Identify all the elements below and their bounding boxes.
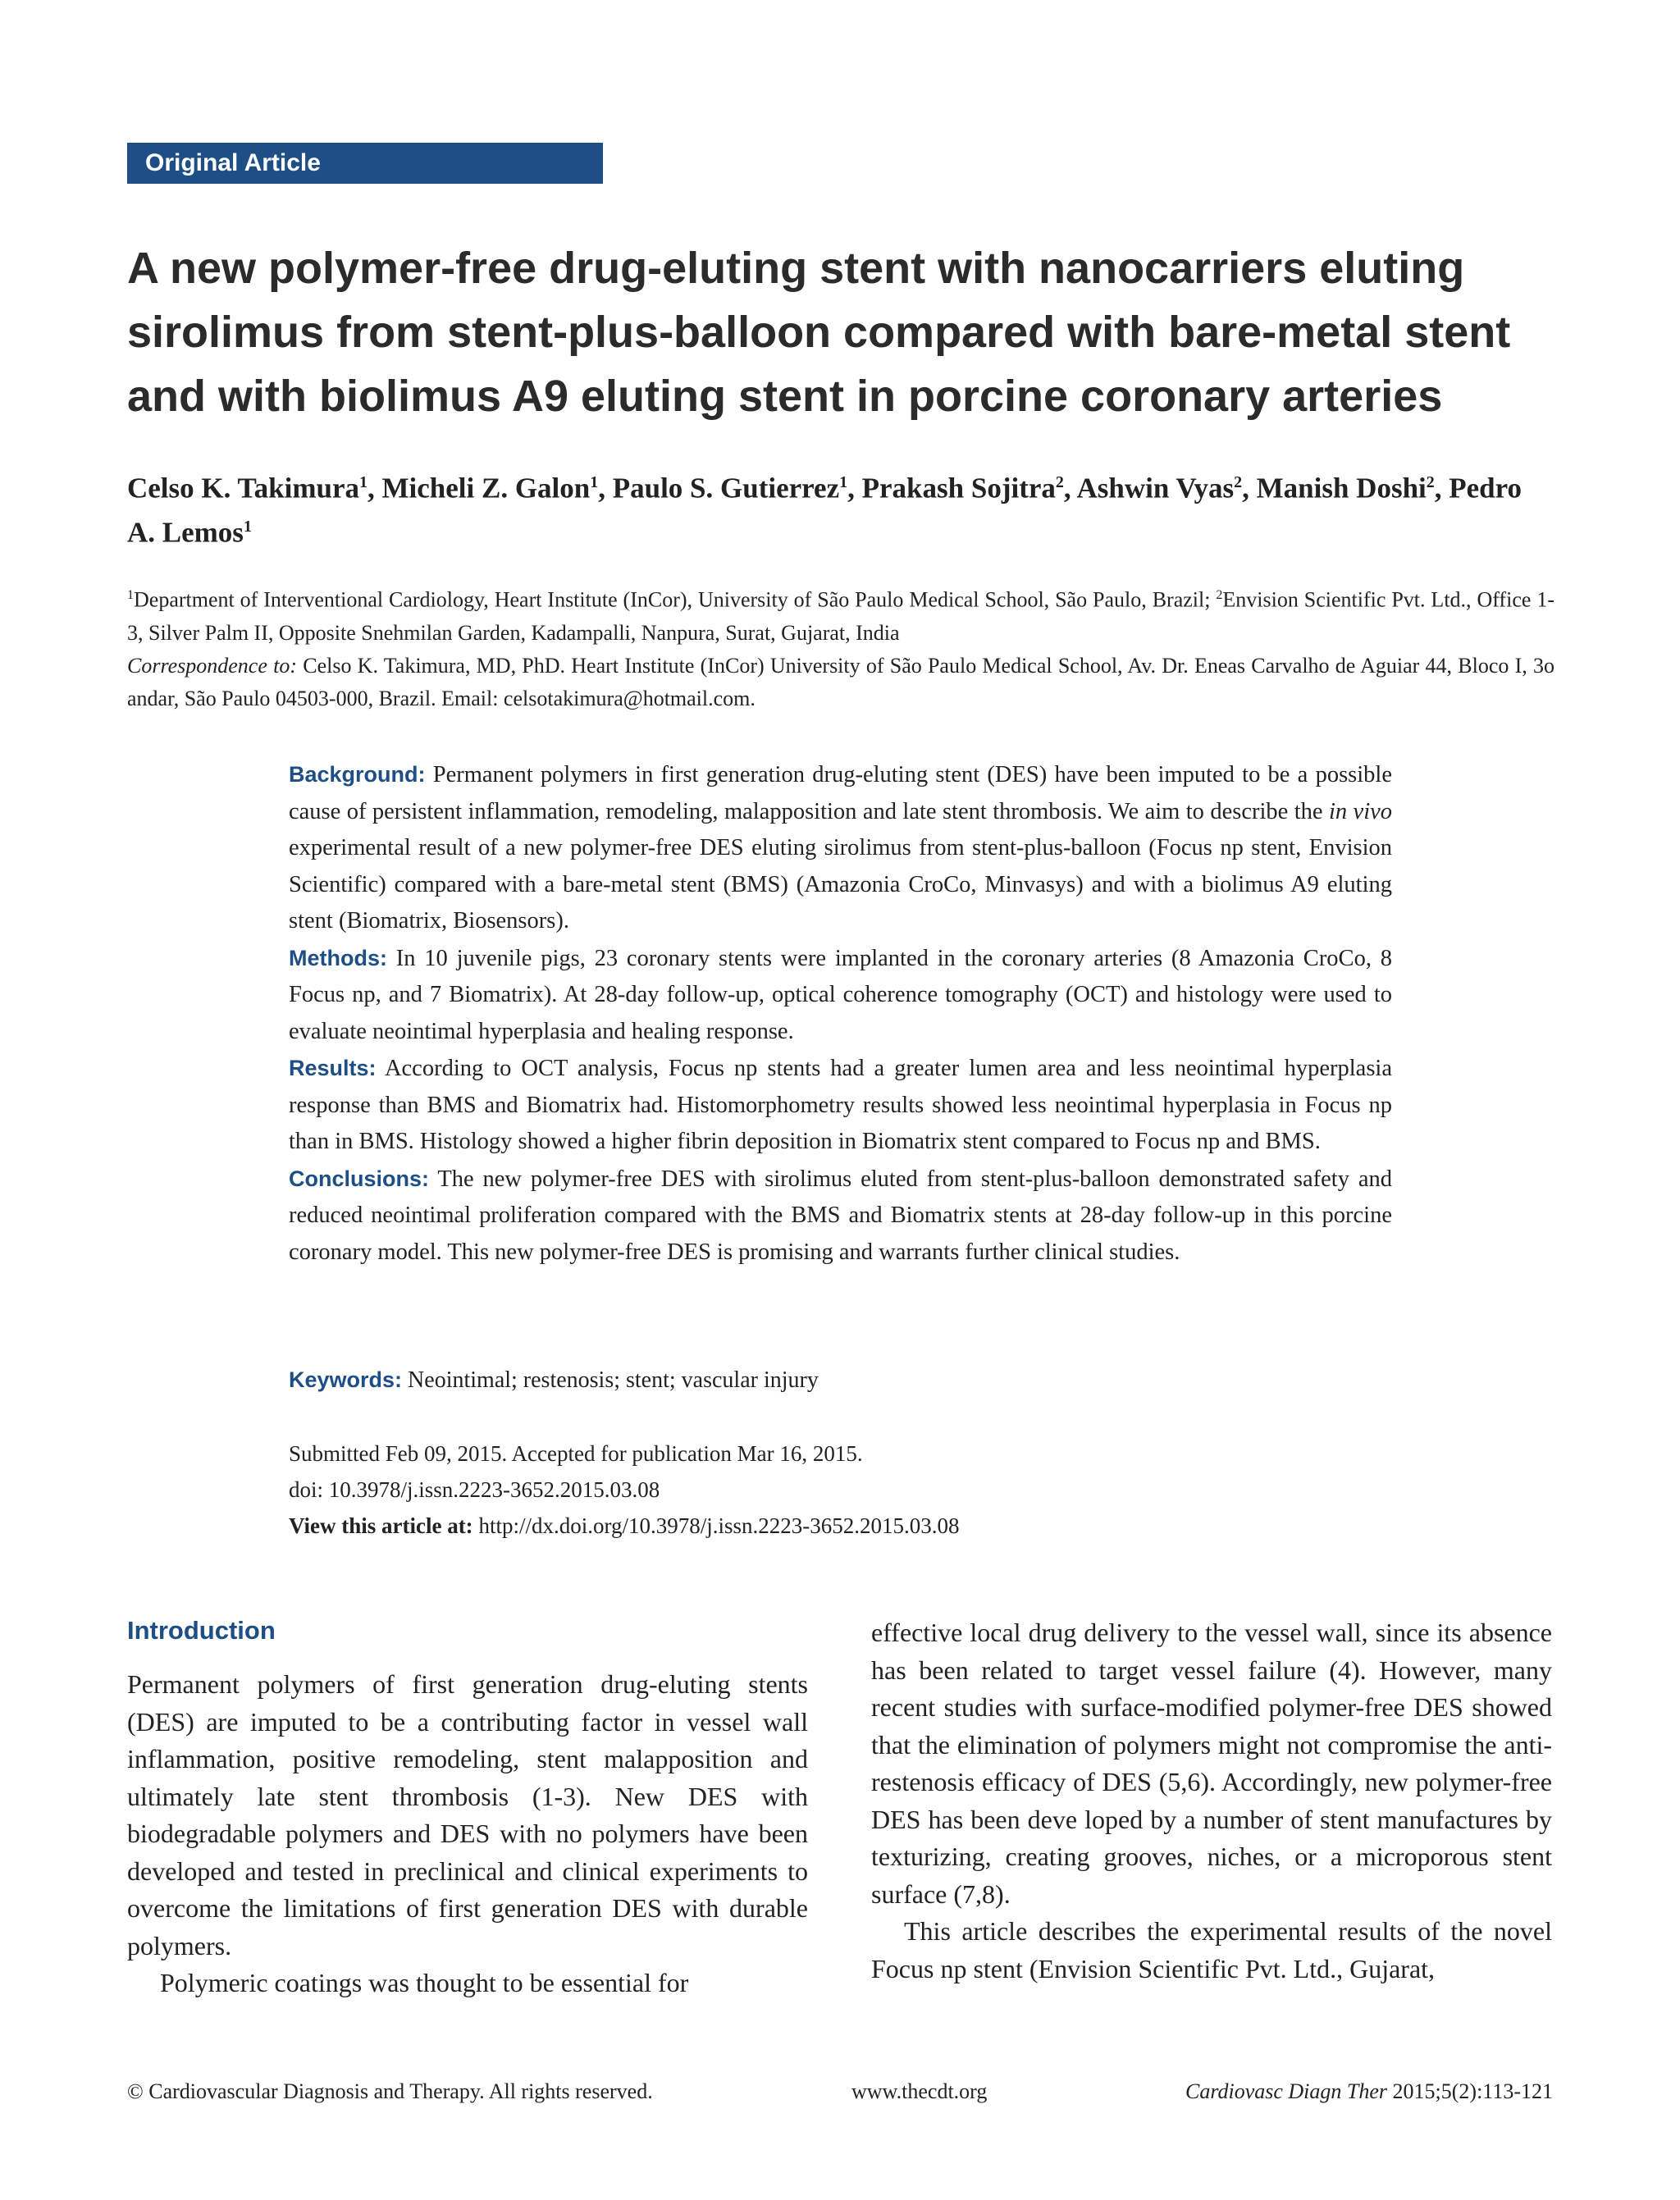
keywords-text: Neointimal; restenosis; stent; vascular injury: [402, 1367, 819, 1393]
abstract-text: The new polymer-free DES with sirolimus eluted from stent-plus-balloon demonstrated safety and reduced neointimal proliferation compared with the BMS and Biomatrix stents at 28-day follow-up in this porcine coronary model. This new polymer-free DES is promising and warrants further clinical studies.: [289, 1166, 1392, 1265]
abstract-label: Results:: [289, 1056, 377, 1080]
body-column-right: [871, 1614, 1552, 1988]
body-paragraph: Polymeric coatings was thought to be essential for: [160, 1968, 689, 1997]
author-name: Paulo S. Gutierrez: [612, 472, 840, 504]
body-paragraph: effective local drug delivery to the vessel wall, since its absence has been related to target vessel failure (4). However, many recent studies with surface-modified polymer-free DES showed that the elimination of polymers might not compromise the anti-restenosis efficacy of DES (5,6). Accordingly, new polymer-free DES has been deve loped by a number of stent manufactures by texturizing, creating grooves, niches, or a microporous stent surface (7,8).: [871, 1618, 1552, 1909]
author-separator: ,: [598, 472, 613, 504]
footer-website-link[interactable]: www.thecdt.org: [851, 2079, 988, 2103]
author-separator: ,: [847, 472, 862, 504]
author-separator: ,: [367, 472, 382, 504]
author-affiliation-mark: 1: [590, 473, 599, 491]
article-url-link[interactable]: http://dx.doi.org/10.3978/j.issn.2223-3652.2015.03.08: [472, 1513, 960, 1538]
submission-dates: Submitted Feb 09, 2015. Accepted for publication Mar 16, 2015.: [289, 1441, 863, 1466]
article-meta: [289, 1435, 1392, 1544]
author-affiliation-mark: 2: [1426, 473, 1435, 491]
author-name: Celso K. Takimura: [127, 472, 359, 504]
abstract-methods: [289, 940, 1392, 1051]
abstract-background: [289, 756, 1392, 940]
title-line: sirolimus from stent-plus-balloon compared with bare-metal stent: [127, 308, 1511, 357]
author-affiliation-mark: 2: [1055, 473, 1064, 491]
article-title: [127, 236, 1571, 428]
author-affiliation-mark: 1: [243, 517, 252, 536]
introduction-heading: Introduction: [127, 1616, 276, 1645]
affiliation-mark: 1: [127, 588, 134, 602]
view-article-line: [289, 1508, 1392, 1544]
doi: doi: 10.3978/j.issn.2223-3652.2015.03.08: [289, 1477, 660, 1502]
footer-citation: [1185, 2075, 1553, 2108]
abstract-text: In 10 juvenile pigs, 23 coronary stents were implanted in the coronary arteries (8 Amazonia CroCo, 8 Focus np, and 7 Biomatrix). At 28-day follow-up, optical coherence tomography (OCT) and histology were used to evaluate neointimal hyperplasia and healing response.: [289, 945, 1392, 1044]
journal-name: Cardiovasc Diagn Ther: [1185, 2079, 1388, 2103]
section-label: Original Article: [127, 143, 603, 184]
keywords-label: Keywords:: [289, 1367, 403, 1392]
abstract-italic-text: in vivo: [1328, 798, 1393, 824]
author-name: Prakash Sojitra: [861, 472, 1056, 504]
citation-text: 2015;5(2):113-121: [1387, 2079, 1553, 2103]
abstract-label: Background:: [289, 762, 426, 787]
author-name: Pedro A. Lemos: [127, 472, 1522, 549]
author-affiliation-mark: 1: [839, 473, 848, 491]
view-article-label: View this article at:: [289, 1513, 473, 1538]
author-separator: ,: [1434, 472, 1449, 504]
title-line: A new polymer-free drug-eluting stent with nanocarriers eluting: [127, 244, 1465, 293]
affiliation-text: Department of Interventional Cardiology, Heart Institute (InCor), University of São Paulo Medical School, São Paulo, Brazil;: [134, 587, 1217, 612]
affiliation-mark: 2: [1216, 588, 1223, 602]
author-list: [127, 463, 1554, 551]
correspondence-text: Celso K. Takimura, MD, PhD. Heart Institute (InCor) University of São Paulo Medical School, Av. Dr. Eneas Carvalho de Aguiar 44, Bloco I, 3o andar, São Paulo 04503-000, Brazil. Email: celsotakimura@hotmail.com.: [127, 653, 1554, 710]
abstract: [289, 756, 1392, 1271]
author-name: Ashwin Vyas: [1076, 472, 1235, 504]
affiliation-text: Envision Scientific Pvt. Ltd., Office 1-3, Silver Palm II, Opposite Snehmilan Garden, Kadampalli, Nanpura, Surat, Gujarat, India: [127, 587, 1554, 645]
abstract-results: [289, 1050, 1392, 1161]
abstract-text: According to OCT analysis, Focus np stents had a greater lumen area and less neointimal hyperplasia response than BMS and Biomatrix had. Histomorphometry results showed less neointimal hyperplasia in Focus np than in BMS. Histology showed a higher fibrin deposition in Biomatrix stent compared to Focus np and BMS.: [289, 1056, 1392, 1154]
keywords: [289, 1362, 1392, 1399]
body-column-left: [127, 1666, 808, 2002]
author-separator: ,: [1242, 472, 1257, 504]
correspondence-label: Correspondence to:: [127, 653, 297, 678]
abstract-label: Methods:: [289, 945, 387, 970]
author-name: Manish Doshi: [1256, 472, 1427, 504]
body-paragraph: This article describes the experimental results of the novel Focus np stent (Envision Scientific Pvt. Ltd., Gujarat,: [871, 1916, 1552, 1983]
author-affiliation-mark: 1: [358, 473, 368, 491]
body-paragraph: Permanent polymers of first generation drug-eluting stents (DES) are imputed to be a contributing factor in vessel wall inflammation, positive remodeling, stent malapposition and ultimately late stent thrombosis (1-3). New DES with biodegradable polymers and DES with no polymers have been developed and tested in preclinical and clinical experiments to overcome the limitations of first generation DES with durable polymers.: [127, 1669, 808, 1960]
abstract-text: Permanent polymers in first generation drug-eluting stent (DES) have been imputed to be a possible cause of persistent inflammation, remodeling, malapposition and late stent thrombosis. We aim to describe the: [289, 762, 1392, 824]
abstract-text: experimental result of a new polymer-free DES eluting sirolimus from stent-plus-balloon (Focus np stent, Envision Scientific) compared with a bare-metal stent (BMS) (Amazonia CroCo, Minvasys) and with a biolimus A9 eluting stent (Biomatrix, Biosensors).: [289, 835, 1392, 933]
author-separator: ,: [1063, 472, 1077, 504]
title-line: and with biolimus A9 eluting stent in porcine coronary arteries: [127, 372, 1443, 421]
abstract-conclusions: [289, 1161, 1392, 1271]
author-name: Micheli Z. Galon: [381, 472, 591, 504]
author-affiliation-mark: 2: [1234, 473, 1243, 491]
footer-copyright: © Cardiovascular Diagnosis and Therapy. All rights reserved.: [127, 2079, 653, 2103]
affiliations: [127, 579, 1554, 715]
abstract-label: Conclusions:: [289, 1166, 430, 1191]
